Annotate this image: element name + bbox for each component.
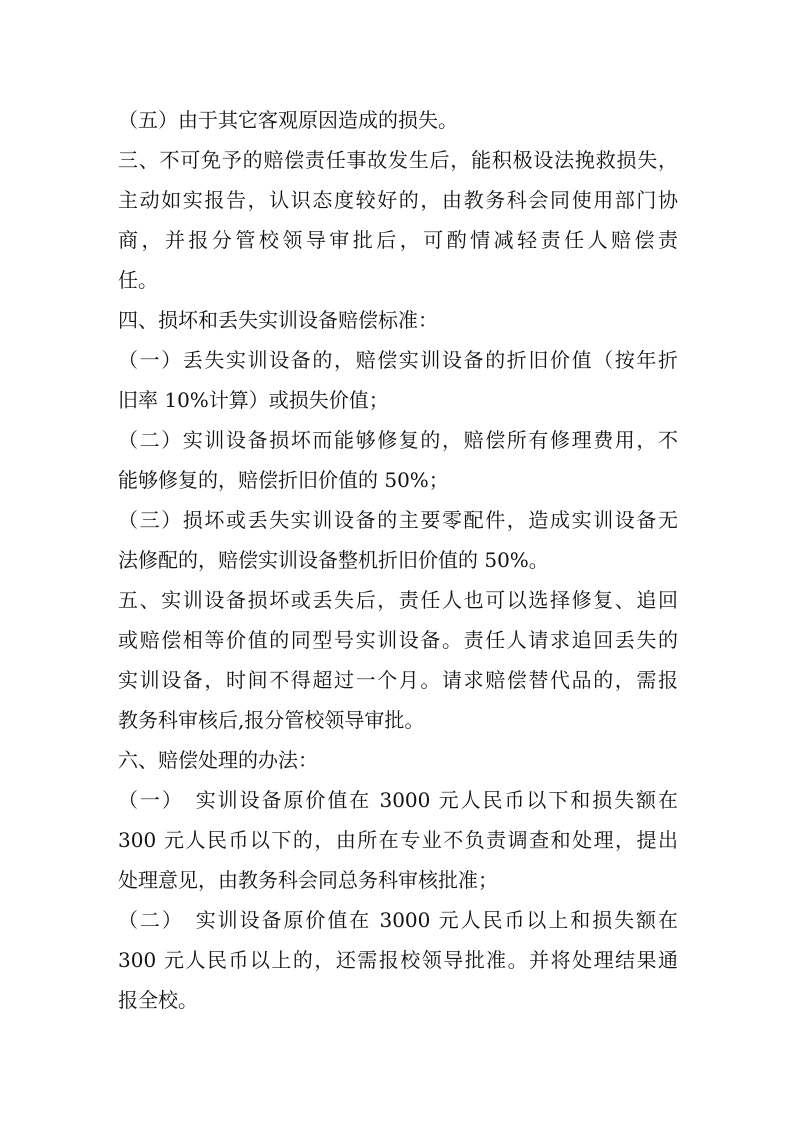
- line-11: （三）损坏或丢失实训设备的主要零配件，造成实训设备无: [118, 508, 678, 532]
- line-5: 任。: [118, 268, 158, 292]
- line-8: 旧率 10%计算）或损失价值；: [118, 388, 389, 412]
- line-7: （一）丢失实训设备的，赔偿实训设备的折旧价值（按年折: [118, 348, 678, 372]
- document-body: [118, 100, 678, 1020]
- line-1: （五）由于其它客观原因造成的损失。: [118, 108, 458, 132]
- line-21: （二） 实训设备原价值在 3000 元人民币以上和损失额在: [118, 908, 678, 932]
- line-18: （一） 实训设备原价值在 3000 元人民币以下和损失额在: [118, 788, 678, 812]
- line-19: 300 元人民币以下的，由所在专业不负责调查和处理，提出: [118, 828, 678, 852]
- line-20: 处理意见，由教务科会同总务科审核批准；: [118, 868, 498, 892]
- line-2: 三、不可免予的赔偿责任事故发生后，能积极设法挽救损失，: [118, 148, 678, 172]
- line-14: 或赔偿相等价值的同型号实训设备。责任人请求追回丢失的: [118, 628, 678, 652]
- line-13: 五、实训设备损坏或丢失后，责任人也可以选择修复、追回: [118, 588, 678, 612]
- line-3: 主动如实报告，认识态度较好的，由教务科会同使用部门协: [118, 188, 678, 212]
- line-12: 法修配的，赔偿实训设备整机折旧价值的 50%。: [118, 548, 549, 572]
- line-10: 能够修复的，赔偿折旧价值的 50%；: [118, 468, 449, 492]
- line-22: 300 元人民币以上的，还需报校领导批准。并将处理结果通: [118, 948, 678, 972]
- line-23: 报全校。: [118, 988, 198, 1012]
- line-9: （二）实训设备损坏而能够修复的，赔偿所有修理费用，不: [118, 428, 678, 452]
- line-16: 教务科审核后,报分管校领导审批。: [118, 708, 425, 732]
- line-4: 商，并报分管校领导审批后，可酌情减轻责任人赔偿责: [118, 228, 678, 252]
- line-15: 实训设备，时间不得超过一个月。请求赔偿替代品的，需报: [118, 668, 678, 692]
- line-6: 四、损坏和丢失实训设备赔偿标准：: [118, 308, 438, 332]
- line-17: 六、赔偿处理的办法：: [118, 748, 318, 772]
